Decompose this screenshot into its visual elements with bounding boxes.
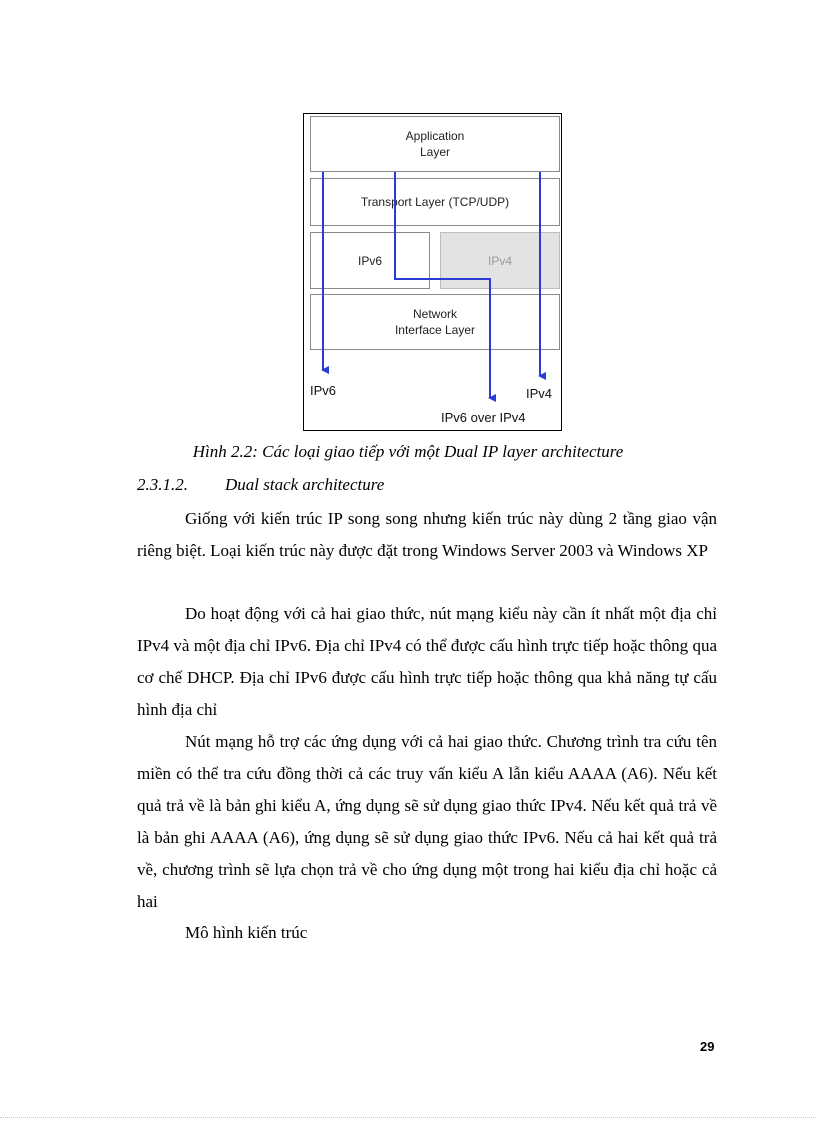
paragraph-3: Nút mạng hỗ trợ các ứng dụng với cả hai giao thức. Chương trình tra cứu tên miền có thể tra cứu đồng thời cả các truy vấn kiểu A lẫn kiểu AAAA (A6). Nếu kết quả trả về là bản ghi kiểu A, ứng dụng sẽ sử dụng giao thức IPv4. Nếu kết quả trả về là bản ghi AAAA (A6), ứng dụng sẽ sử dụng giao thức IPv6. Nếu cả hai kết quả trả về, chương trình sẽ lựa chọn trả về cho ứng dụng một trong hai kiểu địa chỉ hoặc cả hai [137, 732, 717, 911]
ipv4-output-label: IPv4 [526, 386, 553, 401]
transport-layer-box: Transport Layer (TCP/UDP) [310, 178, 560, 226]
ipv4-box: IPv4 [440, 232, 560, 289]
page-bottom-border [0, 1117, 816, 1118]
section-title: Dual stack architecture [225, 475, 385, 494]
section-number: 2.3.1.2. [137, 475, 188, 494]
page-number: 29 [700, 1039, 715, 1054]
ipv6-box: IPv6 [310, 232, 430, 289]
data-path-arrows [304, 114, 561, 430]
section-heading [137, 475, 384, 495]
dual-ip-layer-figure [303, 113, 562, 431]
ipv6-output-label: IPv6 [310, 383, 337, 398]
network-interface-layer-box: Network Interface Layer [310, 294, 560, 350]
ipv6-over-ipv4-output-label: IPv6 over IPv4 [441, 410, 526, 425]
paragraph-4: Mô hình kiến trúc [185, 923, 308, 942]
paragraph-1: Giống với kiến trúc IP song song nhưng kiến trúc này dùng 2 tầng giao vận riêng biệt. Loại kiến trúc này được đặt trong Windows Server 2003 và Windows XP [137, 509, 717, 560]
application-layer-box: Application Layer [310, 116, 560, 172]
figure-caption: Hình 2.2: Các loại giao tiếp với một Dual IP layer architecture [192, 442, 624, 461]
ipv6-over-ipv4-arrow [395, 172, 490, 398]
paragraph-2: Do hoạt động với cả hai giao thức, nút mạng kiểu này cần ít nhất một địa chỉ IPv4 và một địa chỉ IPv6. Địa chỉ IPv4 có thể được cấu hình trực tiếp hoặc thông qua cơ chế DHCP. Địa chỉ IPv6 được cấu hình trực tiếp hoặc thông qua khả năng tự cấu hình địa chỉ [137, 604, 717, 719]
